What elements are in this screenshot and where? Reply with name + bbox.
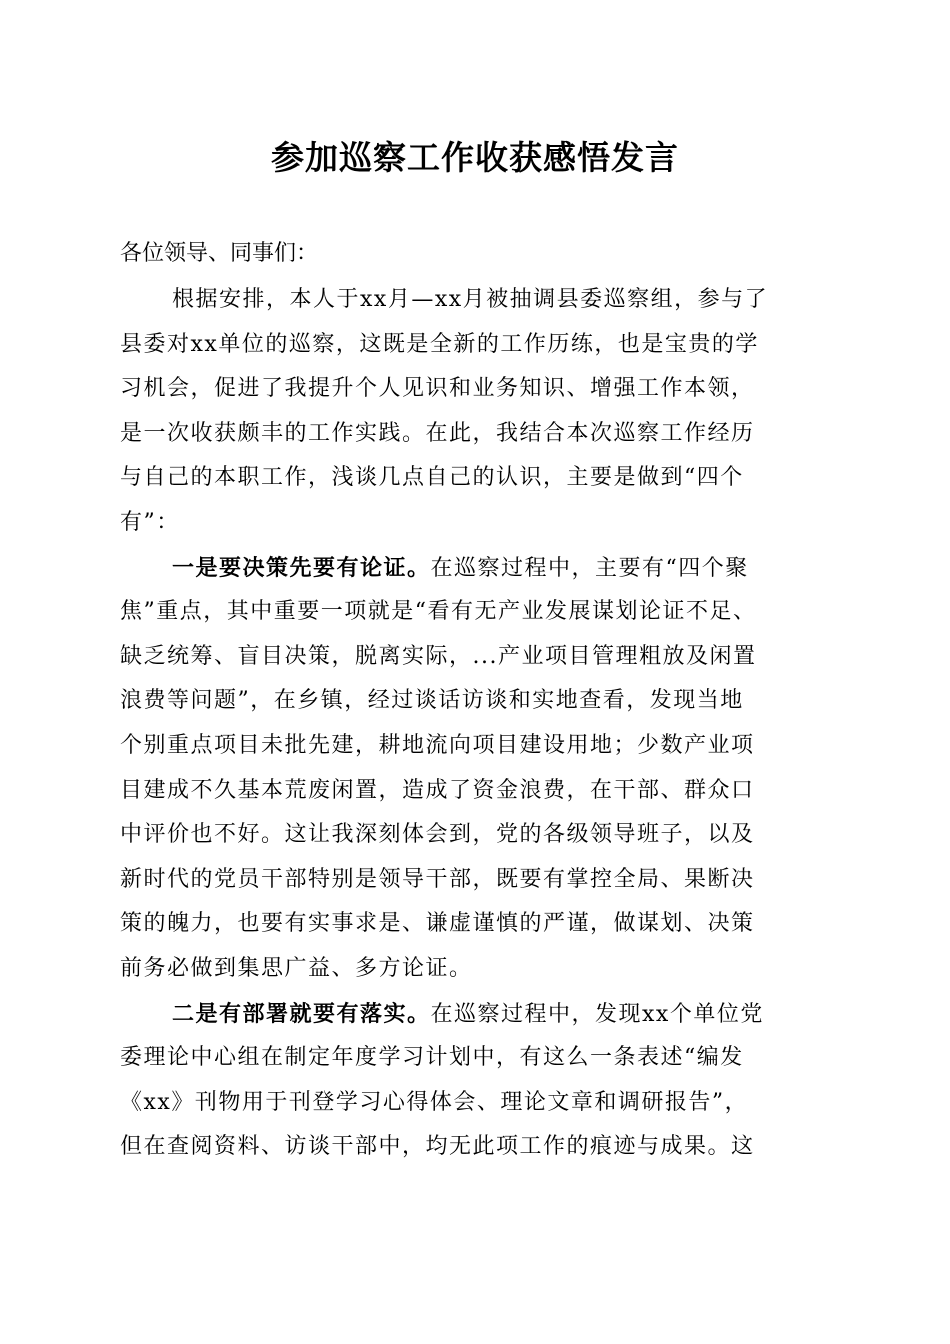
paragraph-line: 但在查阅资料、访谈干部中，均无此项工作的痕迹与成果。这 bbox=[120, 1134, 755, 1160]
section-one-first-line bbox=[120, 546, 840, 591]
paragraph-line: 习机会，促进了我提升个人见识和业务知识、增强工作本领， bbox=[120, 376, 755, 402]
section-two-first-line bbox=[120, 992, 840, 1037]
section-heading-one: 一是要决策先要有论证。 bbox=[172, 554, 431, 581]
paragraph-line: 缺乏统筹、盲目决策，脱离实际，...产业项目管理粗放及闲置 bbox=[120, 643, 757, 669]
paragraph-line: 有”： bbox=[120, 509, 180, 535]
document-title: 参加巡察工作收获感悟发言 bbox=[271, 138, 679, 177]
paragraph-line: 新时代的党员干部特别是领导干部，既要有掌控全局、果断决 bbox=[120, 866, 755, 892]
paragraph-line: 策的魄力，也要有实事求是、谦虚谨慎的严谨，做谋划、决策 bbox=[120, 911, 755, 937]
paragraph-line: 浪费等问题”，在乡镇，经过谈话访谈和实地查看，发现当地 bbox=[120, 688, 744, 714]
paragraph-line: 是一次收获颇丰的工作实践。在此，我结合本次巡察工作经历 bbox=[120, 420, 755, 446]
paragraph-line: 前务必做到集思广益、多方论证。 bbox=[120, 955, 473, 981]
paragraph-line: 在巡察过程中，主要有“四个聚 bbox=[430, 555, 749, 581]
paragraph-line: 与自己的本职工作，浅谈几点自己的认识，主要是做到“四个 bbox=[120, 465, 744, 491]
section-heading-two: 二是有部署就要有落实。 bbox=[172, 1000, 431, 1027]
paragraph-line: 个别重点项目未批先建，耕地流向项目建设用地；少数产业项 bbox=[120, 732, 755, 758]
greeting: 各位领导、同事们： bbox=[120, 241, 319, 266]
paragraph-line: 目建成不久基本荒废闲置，造成了资金浪费，在干部、群众口 bbox=[120, 777, 755, 803]
paragraph-line: 焦”重点，其中重要一项就是“看有无产业发展谋划论证不足、 bbox=[120, 599, 757, 625]
paragraph-line: 在巡察过程中，发现xx个单位党 bbox=[430, 1001, 764, 1027]
document-body bbox=[120, 278, 840, 1170]
paragraph-line: 中评价也不好。这让我深刻体会到，党的各级领导班子，以及 bbox=[120, 822, 755, 848]
paragraph-line: 根据安排，本人于xx月—xx月被抽调县委巡察组，参与了 bbox=[172, 287, 769, 312]
paragraph-line: 委理论中心组在制定年度学习计划中，有这么一条表述“编发 bbox=[120, 1045, 744, 1071]
paragraph-line: 《xx》刊物用于刊登学习心得体会、理论文章和调研报告”， bbox=[120, 1089, 749, 1115]
paragraph-line: 县委对xx单位的巡察，这既是全新的工作历练，也是宝贵的学 bbox=[120, 331, 759, 357]
